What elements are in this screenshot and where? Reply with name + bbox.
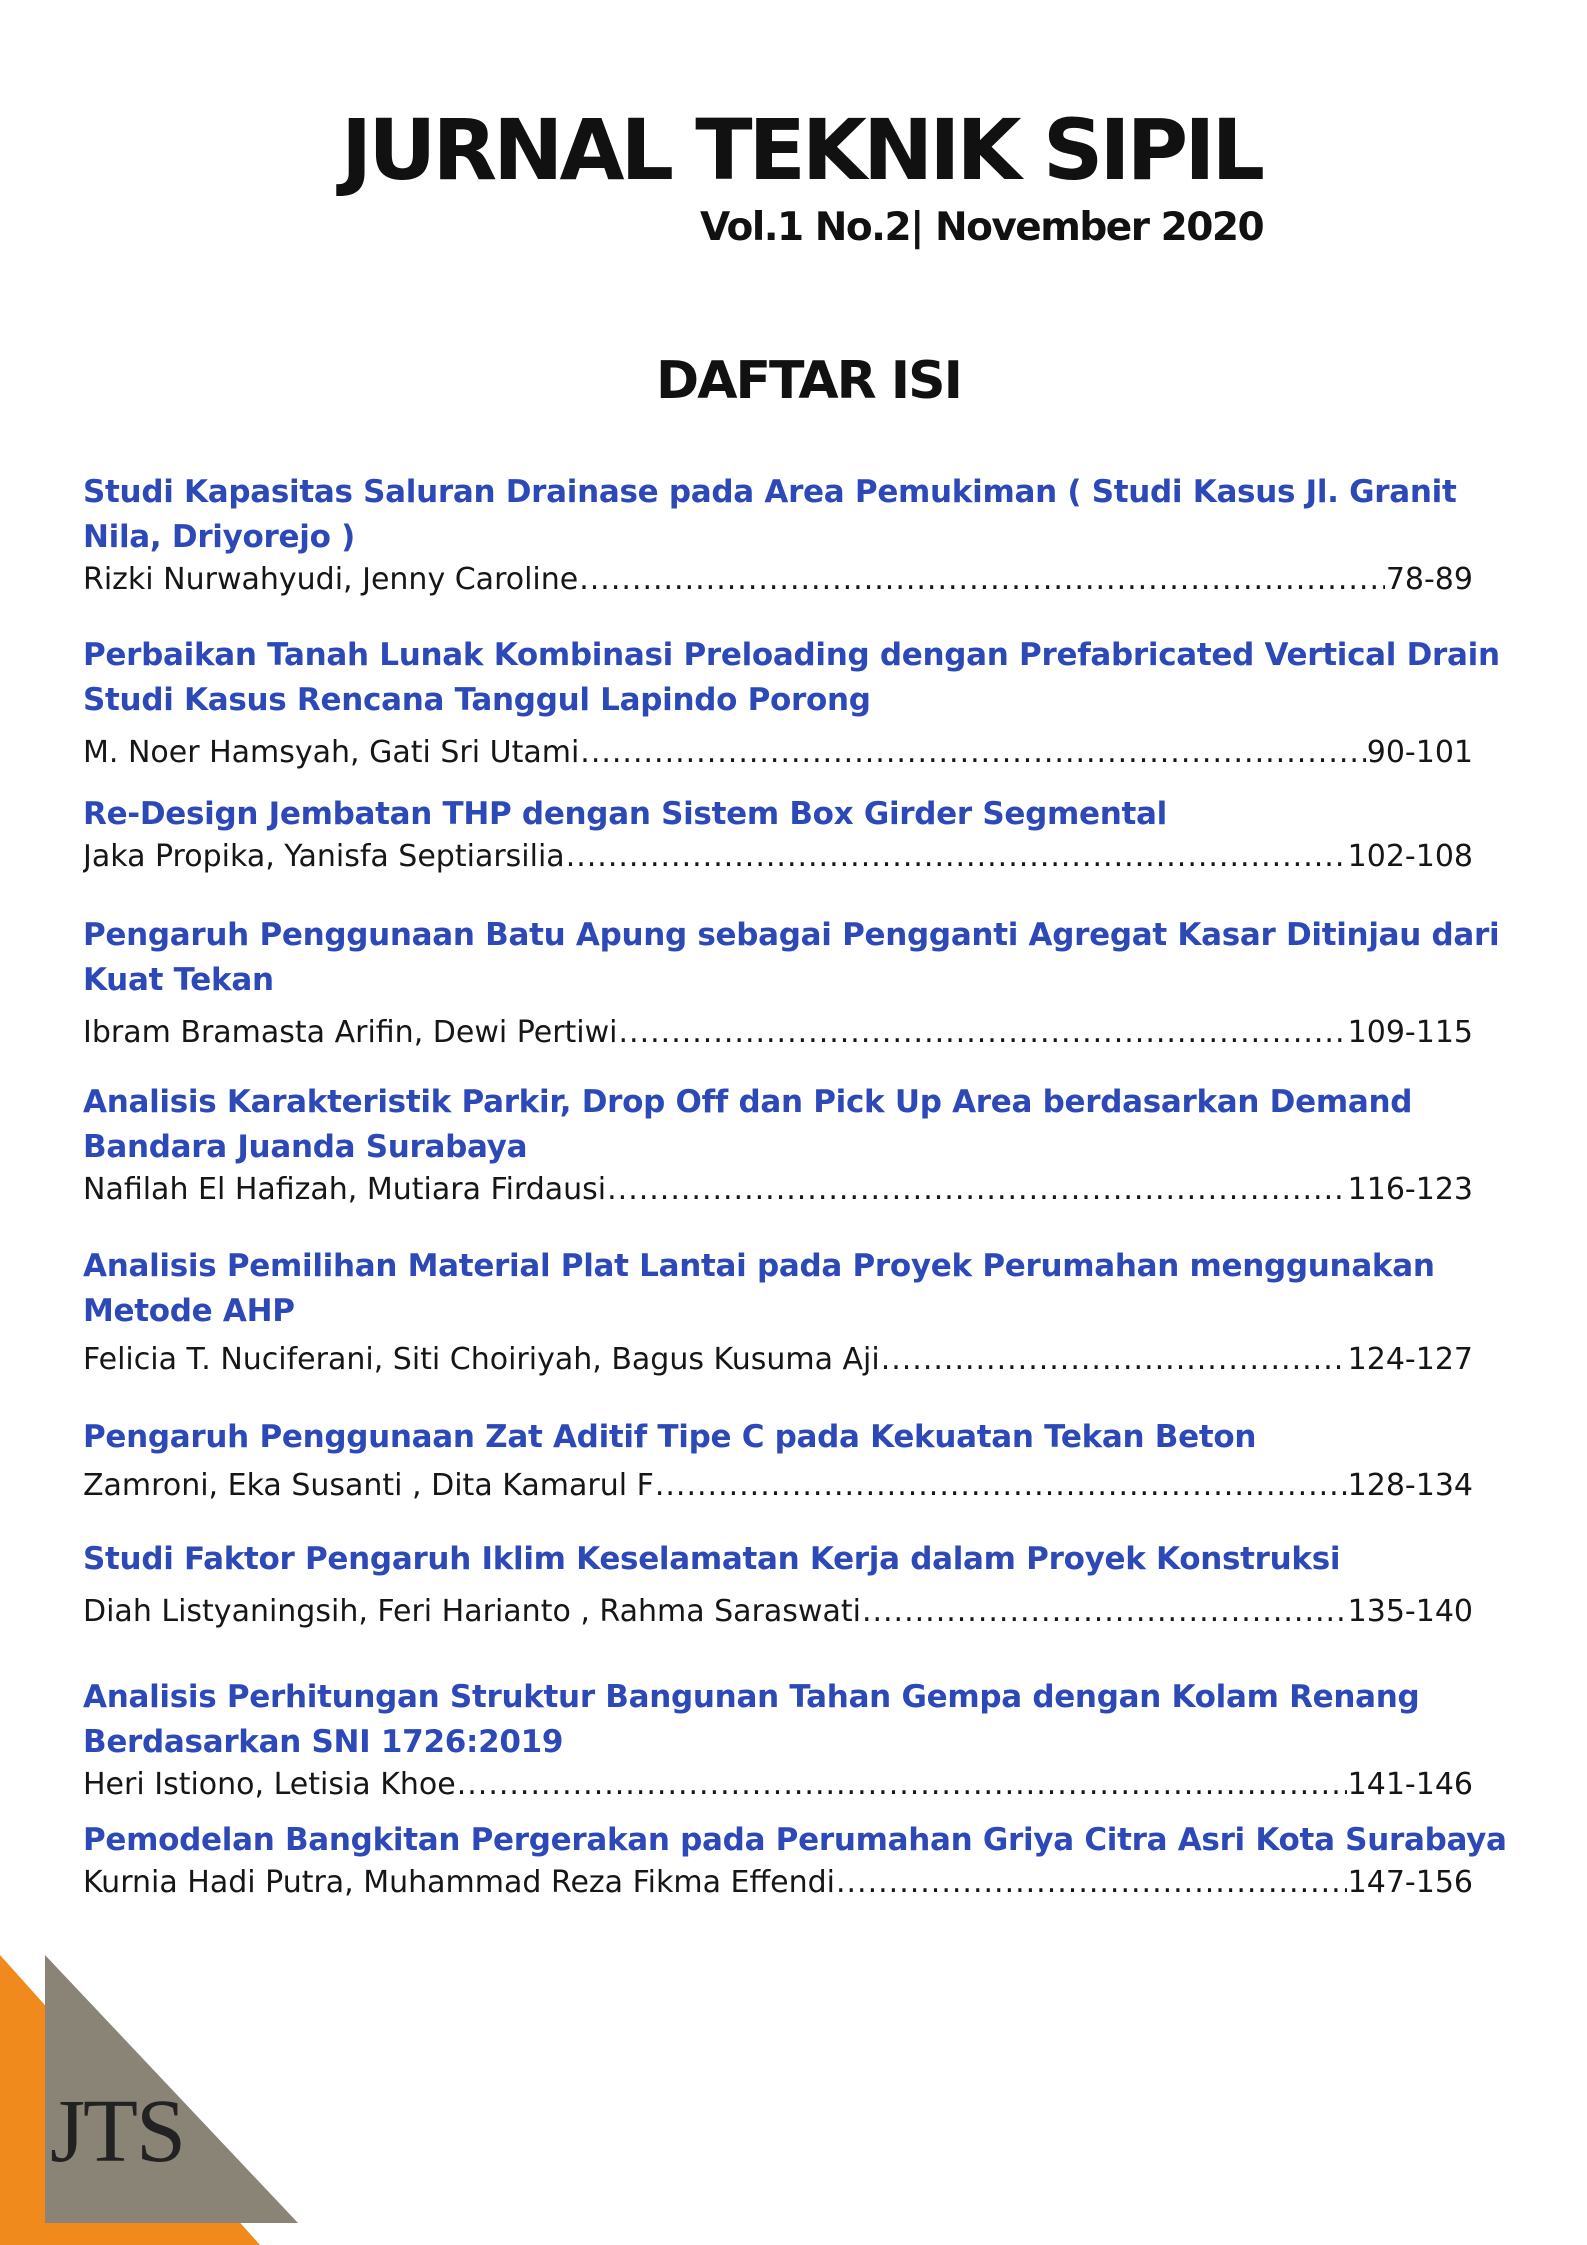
- entry-meta: [83, 1013, 1473, 1053]
- jts-logo: [0, 1955, 310, 2245]
- toc-entry-6: [83, 1244, 1513, 1380]
- article-authors: Kurnia Hadi Putra, Muhammad Reza Fikma Effendi: [83, 1865, 835, 1900]
- toc-entry-2: [83, 633, 1513, 773]
- article-authors: Ibram Bramasta Arifin, Dewi Pertiwi: [83, 1015, 618, 1050]
- article-title-link[interactable]: Studi Faktor Pengaruh Iklim Keselamatan Kerja dalam Proyek Konstruksi: [83, 1541, 1341, 1577]
- entry-meta: [83, 733, 1473, 773]
- toc-entry-8: [83, 1537, 1513, 1632]
- article-pages: 109-115: [1347, 1015, 1473, 1050]
- article-title-link[interactable]: Analisis Perhitungan Struktur Bangunan Tahan Gempa dengan Kolam Renang Berdasarkan SNI 1726:2019: [83, 1679, 1420, 1760]
- journal-volume-issue: Vol.1 No.2| November 2020: [700, 205, 1264, 250]
- toc-heading: DAFTAR ISI: [656, 351, 961, 411]
- toc-entry-4: [83, 913, 1513, 1053]
- article-pages: 102-108: [1347, 839, 1473, 874]
- toc-entry-1: [83, 470, 1513, 600]
- toc-entry-10: [83, 1818, 1513, 1903]
- article-title-link[interactable]: Studi Kapasitas Saluran Drainase pada Area Pemukiman ( Studi Kasus Jl. Granit Nila, Driyorejo ): [83, 474, 1457, 555]
- article-pages: 124-127: [1347, 1342, 1473, 1377]
- article-title-link[interactable]: Analisis Pemilihan Material Plat Lantai pada Proyek Perumahan menggunakan Metode AHP: [83, 1248, 1435, 1329]
- article-authors: Diah Listyaningsih, Feri Harianto , Rahma Saraswati: [83, 1594, 861, 1629]
- dot-leader: [580, 733, 1365, 773]
- dot-leader: [566, 837, 1347, 877]
- entry-meta: [83, 560, 1473, 600]
- article-authors: Rizki Nurwahyudi, Jenny Caroline: [83, 562, 579, 597]
- article-title-link[interactable]: Pemodelan Bangkitan Pergerakan pada Perumahan Griya Citra Asri Kota Surabaya: [83, 1822, 1507, 1858]
- logo-text: JTS: [50, 2082, 185, 2181]
- article-authors: Jaka Propika, Yanisfa Septiarsilia: [83, 839, 565, 874]
- article-title-link[interactable]: Pengaruh Penggunaan Batu Apung sebagai Pengganti Agregat Kasar Ditinjau dari Kuat Tekan: [83, 917, 1500, 998]
- dot-leader: [619, 1013, 1347, 1053]
- entry-meta: [83, 1863, 1473, 1903]
- article-pages: 141-146: [1347, 1767, 1473, 1802]
- article-title-link[interactable]: Analisis Karakteristik Parkir, Drop Off dan Pick Up Area berdasarkan Demand Bandara Juanda Surabaya: [83, 1084, 1413, 1165]
- entry-meta: [83, 1592, 1473, 1632]
- article-pages: 90-101: [1366, 735, 1473, 770]
- dot-leader: [862, 1592, 1347, 1632]
- dot-leader: [881, 1340, 1347, 1380]
- entry-meta: [83, 1765, 1473, 1805]
- article-pages: 116-123: [1347, 1172, 1473, 1207]
- journal-title: JURNAL TEKNIK SIPIL: [341, 101, 1261, 199]
- article-title-link[interactable]: Pengaruh Penggunaan Zat Aditif Tipe C pada Kekuatan Tekan Beton: [83, 1419, 1257, 1455]
- toc-entry-5: [83, 1080, 1513, 1210]
- article-pages: 147-156: [1347, 1865, 1473, 1900]
- article-authors: Zamroni, Eka Susanti , Dita Kamarul F: [83, 1468, 654, 1503]
- article-authors: Nafilah El Hafizah, Mutiara Firdausi: [83, 1172, 607, 1207]
- article-pages: 135-140: [1347, 1594, 1473, 1629]
- article-authors: M. Noer Hamsyah, Gati Sri Utami: [83, 735, 580, 770]
- dot-leader: [655, 1466, 1347, 1506]
- toc-entry-7: [83, 1415, 1513, 1506]
- dot-leader: [607, 1170, 1347, 1210]
- entry-meta: [83, 837, 1473, 877]
- article-authors: Heri Istiono, Letisia Khoe: [83, 1767, 456, 1802]
- dot-leader: [836, 1863, 1347, 1903]
- dot-leader: [579, 560, 1385, 600]
- entry-meta: [83, 1170, 1473, 1210]
- article-title-link[interactable]: Perbaikan Tanah Lunak Kombinasi Preloading dengan Prefabricated Vertical Drain Studi Kasus Rencana Tanggul Lapindo Porong: [83, 637, 1500, 718]
- article-authors: Felicia T. Nuciferani, Siti Choiriyah, Bagus Kusuma Aji: [83, 1342, 880, 1377]
- article-pages: 128-134: [1347, 1468, 1473, 1503]
- toc-entry-9: [83, 1675, 1513, 1805]
- dot-leader: [457, 1765, 1347, 1805]
- entry-meta: [83, 1466, 1473, 1506]
- toc-entry-3: [83, 792, 1513, 877]
- article-title-link[interactable]: Re-Design Jembatan THP dengan Sistem Box Girder Segmental: [83, 796, 1167, 832]
- entry-meta: [83, 1340, 1473, 1380]
- article-pages: 78-89: [1385, 562, 1473, 597]
